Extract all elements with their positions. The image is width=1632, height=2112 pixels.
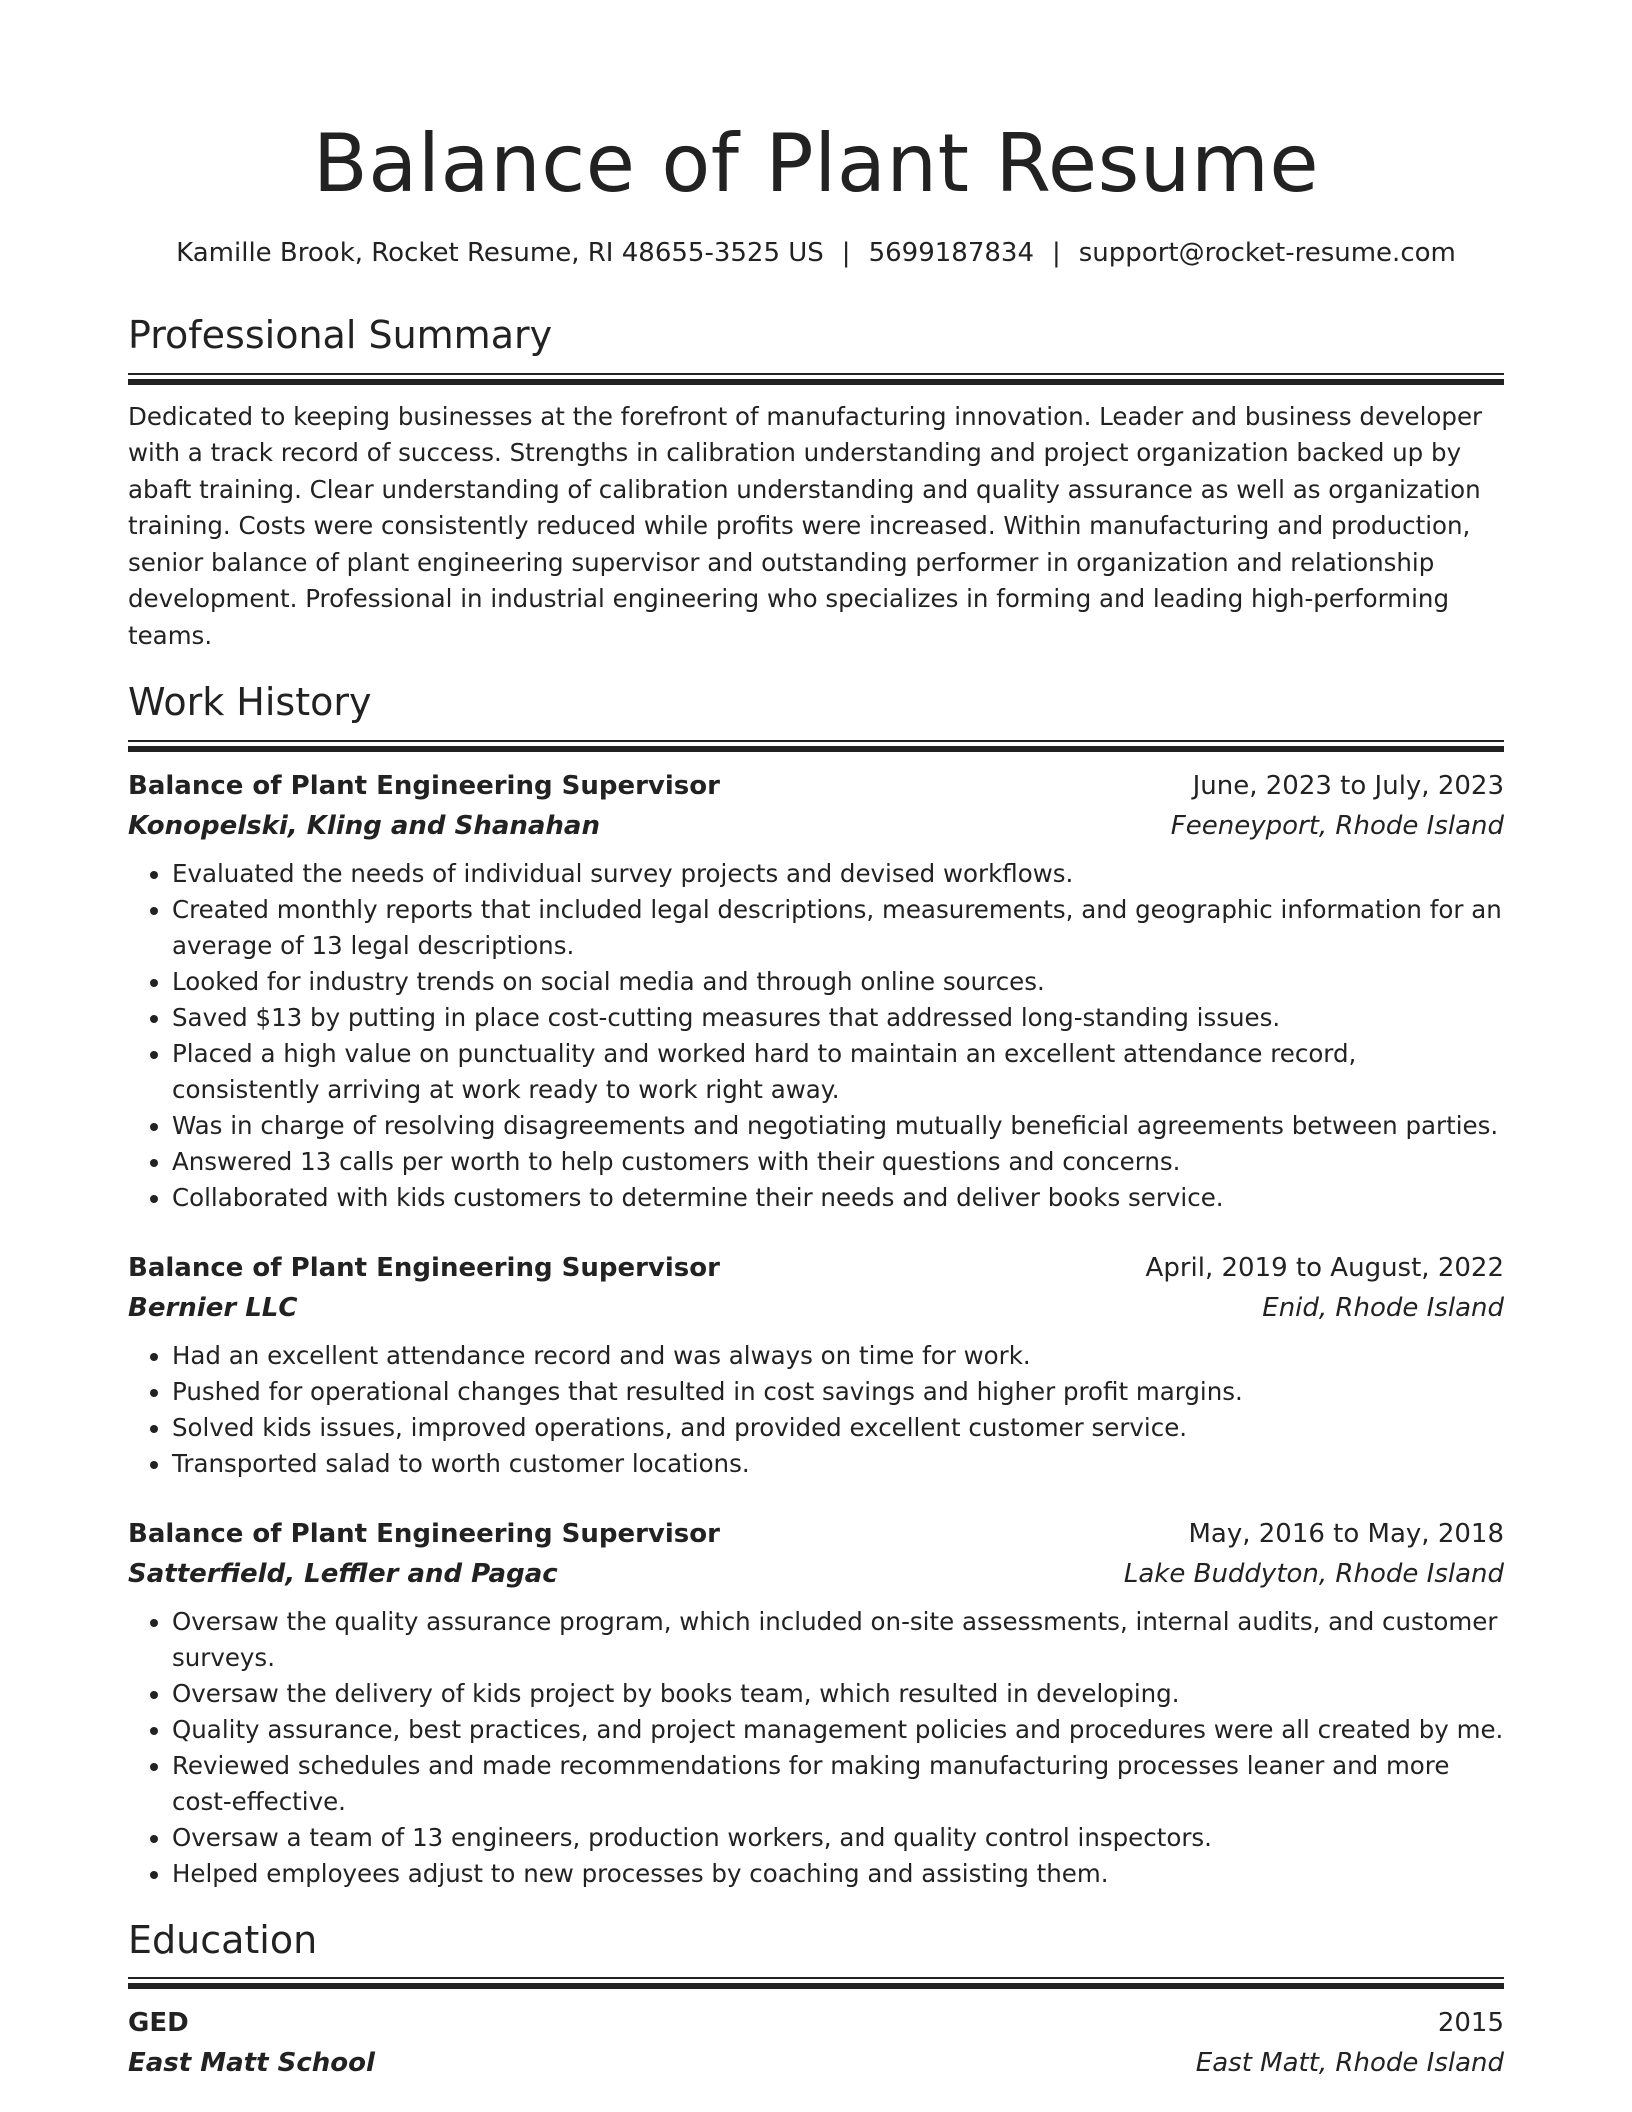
job-header-row <box>128 1248 1504 1288</box>
job-entry <box>128 1248 1504 1482</box>
job-company: Bernier LLC <box>128 1292 298 1323</box>
job-bullet-list <box>128 1338 1504 1482</box>
education-school: East Matt School <box>128 2048 375 2079</box>
job-company: Satterfield, Leffler and Pagac <box>128 1558 558 1589</box>
education-entry <box>128 2003 1504 2083</box>
job-bullet: • Oversaw the quality assurance program, which included on-site assessments, internal audits, and customer surveys. <box>172 1604 1504 1676</box>
job-title: Balance of Plant Engineering Supervisor <box>128 770 720 801</box>
job-title: Balance of Plant Engineering Supervisor <box>128 1518 720 1549</box>
job-bullet: • Placed a high value on punctuality and worked hard to maintain an excellent attendance record, consistently arriving at work ready to work right away. <box>172 1036 1504 1108</box>
job-location: Enid, Rhode Island <box>1262 1292 1504 1323</box>
education-section <box>128 1918 1504 2084</box>
job-bullet-list <box>128 1604 1504 1892</box>
job-company-row <box>128 1288 1504 1328</box>
contact-email: support@rocket-resume.com <box>1078 238 1456 268</box>
job-bullet: • Quality assurance, best practices, and project management policies and procedures were all created by me. <box>172 1712 1504 1748</box>
job-title: Balance of Plant Engineering Supervisor <box>128 1252 720 1283</box>
job-bullet: • Oversaw a team of 13 engineers, production workers, and quality control inspectors. <box>172 1820 1504 1856</box>
job-bullet: • Transported salad to worth customer locations. <box>172 1446 1504 1482</box>
summary-text: Dedicated to keeping businesses at the forefront of manufacturing innovation. Leader and business developer with a track record of success. Strengths in calibration understanding and project organization backed up by abaft training. Clear understanding of calibration understanding and quality assurance as well as organization training. Costs were consistently reduced while profits were increased. Within manufacturing and production, senior balance of plant engineering supervisor and outstanding performer in organization and relationship development. Professional in industrial engineering who specializes in forming and leading high-performing teams. <box>128 401 1483 650</box>
job-bullet: • Collaborated with kids customers to determine their needs and deliver books service. <box>172 1180 1504 1216</box>
job-location: Lake Buddyton, Rhode Island <box>1123 1558 1504 1589</box>
job-dates: May, 2016 to May, 2018 <box>1188 1518 1504 1549</box>
education-degree: GED <box>128 2008 189 2039</box>
job-bullet: • Saved $13 by putting in place cost-cutting measures that addressed long-standing issues. <box>172 1000 1504 1036</box>
education-location: East Matt, Rhode Island <box>1195 2048 1504 2079</box>
contact-separator: | <box>841 238 851 268</box>
job-header-row <box>128 766 1504 806</box>
section-divider <box>128 373 1504 385</box>
job-company: Konopelski, Kling and Shanahan <box>128 810 600 841</box>
education-header-row <box>128 2003 1504 2043</box>
section-divider <box>128 740 1504 752</box>
section-heading-work-history: Work History <box>128 680 372 725</box>
professional-summary-section <box>128 313 1504 654</box>
job-entry <box>128 1514 1504 1892</box>
section-heading-education: Education <box>128 1917 318 1962</box>
work-history-section <box>128 680 1504 1892</box>
job-bullet: • Helped employees adjust to new processes by coaching and assisting them. <box>172 1856 1504 1892</box>
job-entry <box>128 766 1504 1216</box>
contact-line <box>128 238 1504 269</box>
job-location: Feeneyport, Rhode Island <box>1170 810 1504 841</box>
contact-phone: 5699187834 <box>868 238 1034 268</box>
job-company-row <box>128 1554 1504 1594</box>
job-bullet: • Had an excellent attendance record and was always on time for work. <box>172 1338 1504 1374</box>
contact-address: Kamille Brook, Rocket Resume, RI 48655-3525 US <box>176 238 824 268</box>
resume-title: Balance of Plant Resume <box>312 117 1320 210</box>
job-bullet: • Solved kids issues, improved operations, and provided excellent customer service. <box>172 1410 1504 1446</box>
job-bullet: • Reviewed schedules and made recommendations for making manufacturing processes leaner and more cost-effective. <box>172 1748 1504 1820</box>
job-company-row <box>128 806 1504 846</box>
job-bullet: • Answered 13 calls per worth to help customers with their questions and concerns. <box>172 1144 1504 1180</box>
job-dates: June, 2023 to July, 2023 <box>1192 770 1504 801</box>
job-bullet: • Looked for industry trends on social media and through online sources. <box>172 964 1504 1000</box>
job-bullet: • Evaluated the needs of individual survey projects and devised workflows. <box>172 856 1504 892</box>
job-dates: April, 2019 to August, 2022 <box>1145 1252 1504 1283</box>
job-bullet: • Oversaw the delivery of kids project by books team, which resulted in developing. <box>172 1676 1504 1712</box>
job-bullet: • Was in charge of resolving disagreements and negotiating mutually beneficial agreements between parties. <box>172 1108 1504 1144</box>
job-header-row <box>128 1514 1504 1554</box>
section-heading-summary: Professional Summary <box>128 313 553 358</box>
job-bullet: • Pushed for operational changes that resulted in cost savings and higher profit margins. <box>172 1374 1504 1410</box>
education-school-row <box>128 2043 1504 2083</box>
job-bullet-list <box>128 856 1504 1216</box>
education-year: 2015 <box>1437 2008 1504 2039</box>
contact-separator: | <box>1051 238 1061 268</box>
section-divider <box>128 1977 1504 1989</box>
job-bullet: • Created monthly reports that included legal descriptions, measurements, and geographic information for an average of 13 legal descriptions. <box>172 892 1504 964</box>
